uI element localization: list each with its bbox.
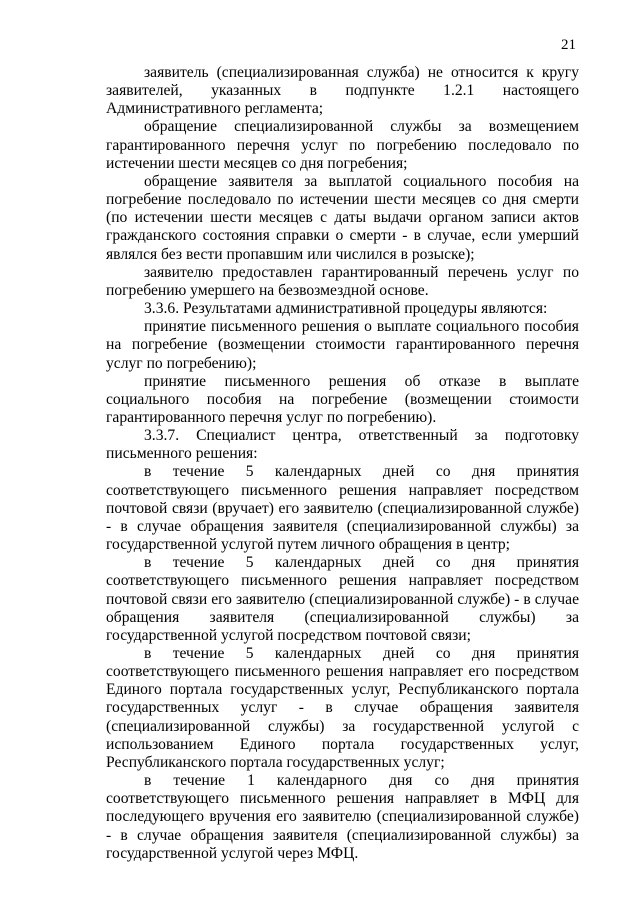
paragraph: в течение 5 календарных дней со дня принятия соответствующего письменного решения направляет посредством почтовой связи (вручает) его заявителю (специализированной службе) - в случае обращения заявителя (специализированной службы) за государственной услугой путем личного обращения в центр; xyxy=(106,463,579,554)
paragraph: принятие письменного решения об отказе в выплате социального пособия на погребение (возмещении стоимости гарантированного перечня услуг по погребению). xyxy=(106,372,579,426)
page-number: 21 xyxy=(561,37,576,53)
document-body xyxy=(106,64,579,863)
paragraph: заявитель (специализированная служба) не относится к кругу заявителей, указанных в подпункте 1.2.1 настоящего Административного регламента; xyxy=(106,64,579,118)
paragraph: 3.3.7. Специалист центра, ответственный за подготовку письменного решения: xyxy=(106,427,579,463)
paragraph: в течение 5 календарных дней со дня принятия соответствующего письменного решения направляет посредством почтовой связи его заявителю (специализированной службе) - в случае обращения заявителя (специализированной службы) за государственной услугой посредством почтовой связи; xyxy=(106,554,579,644)
paragraph: обращение специализированной службы за возмещением гарантированного перечня услуг по погребению последовало по истечении шести месяцев со дня погребения; xyxy=(106,118,579,172)
paragraph: в течение 5 календарных дней со дня принятия соответствующего письменного решения направляет его посредством Единого портала государственных услуг, Республиканского портала государственных услуг - в случае обращения заявителя (специализированной службы) за государственной услугой с использованием Единого портала государственных услуг, Республиканского портала государственных услуг; xyxy=(106,645,579,771)
paragraph: обращение заявителя за выплатой социального пособия на погребение последовало по истечении шести месяцев со дня смерти (по истечении шести месяцев с даты выдачи органом записи актов гражданского состояния справки о смерти - в случае, если умерший являлся без вести пропавшим или числился в розыске); xyxy=(106,172,579,263)
paragraph: принятие письменного решения о выплате социального пособия на погребение (возмещении стоимости гарантированного перечня услуг по погребению); xyxy=(106,318,579,372)
paragraph: заявителю предоставлен гарантированный перечень услуг по погребению умершего на безвозмездной основе. xyxy=(106,263,579,299)
paragraph: 3.3.6. Результатами административной процедуры являются: xyxy=(144,300,548,318)
paragraph: в течение 1 календарного дня со дня принятия соответствующего письменного решения направляет в МФЦ для последующего вручения его заявителю (специализированной службе) - в случае обращения заявителя (специализированной службы) за государственной услугой через МФЦ. xyxy=(106,772,579,862)
